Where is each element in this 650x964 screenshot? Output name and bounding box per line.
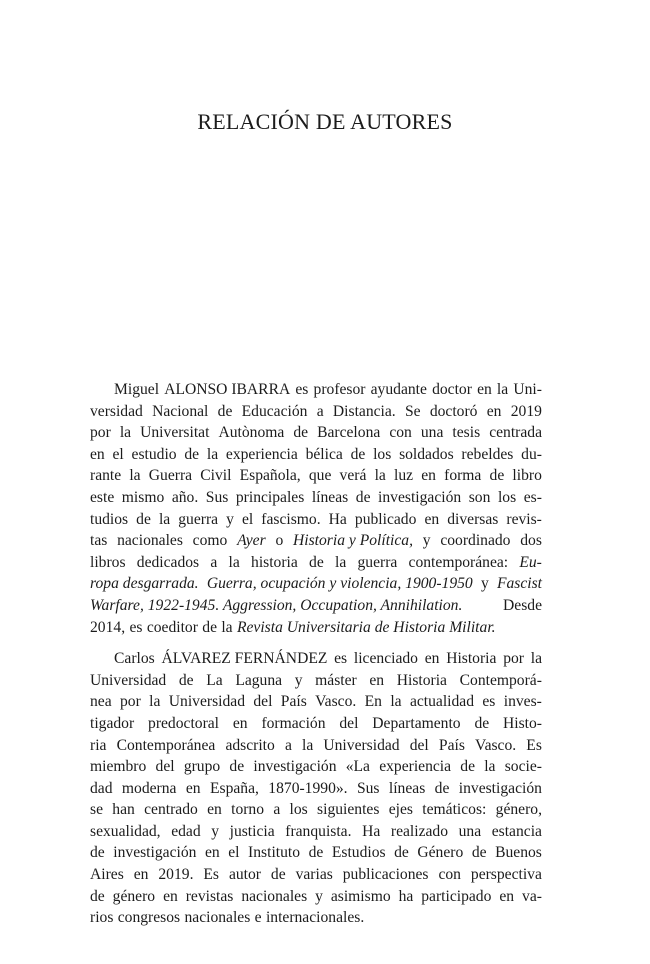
word: y bbox=[315, 887, 323, 905]
word: la bbox=[484, 758, 496, 776]
word: en bbox=[424, 510, 440, 528]
word: dad bbox=[90, 779, 113, 797]
word: congresos bbox=[117, 909, 181, 927]
word: miembro bbox=[90, 758, 147, 776]
word: este bbox=[90, 488, 115, 506]
word: Carlos bbox=[114, 650, 155, 668]
word: es bbox=[482, 693, 496, 711]
text-line bbox=[90, 735, 542, 757]
page-heading: RELACIÓN DE AUTORES bbox=[197, 109, 453, 134]
book-title: Eu- bbox=[519, 553, 542, 571]
word: temáticos: bbox=[422, 801, 487, 819]
word: de bbox=[355, 488, 371, 506]
word: Civil bbox=[200, 467, 232, 485]
text-line bbox=[90, 821, 542, 843]
word: Historia bbox=[446, 650, 497, 668]
book-title: Guerra, ocupación y violencia, 1900-1950 bbox=[206, 575, 473, 593]
word: varias bbox=[295, 866, 333, 884]
word: en bbox=[133, 866, 149, 884]
word: Ha bbox=[362, 822, 381, 840]
word: libro bbox=[512, 467, 542, 485]
text-line bbox=[90, 670, 542, 692]
word: profesor bbox=[313, 381, 366, 398]
word: formación bbox=[261, 714, 326, 732]
word: Sus bbox=[205, 488, 229, 506]
word: ayudante bbox=[370, 381, 427, 398]
word: predoctoral bbox=[148, 714, 220, 732]
word: los bbox=[289, 801, 308, 819]
word: género bbox=[112, 887, 156, 905]
word: estancia bbox=[491, 822, 542, 840]
word: año. bbox=[171, 488, 199, 506]
word: es- bbox=[523, 488, 542, 506]
word: a bbox=[210, 553, 218, 571]
text-line bbox=[90, 530, 542, 552]
text-line bbox=[90, 509, 542, 531]
word: la bbox=[228, 553, 240, 571]
word: la bbox=[530, 650, 542, 668]
word: Distancia. bbox=[332, 402, 396, 420]
word: por bbox=[503, 650, 524, 668]
word: experiencia bbox=[225, 445, 298, 463]
text-line bbox=[90, 648, 542, 670]
word: guerra bbox=[357, 553, 398, 571]
word: Aires bbox=[90, 866, 124, 884]
word: de bbox=[489, 467, 505, 485]
word: Contemporánea bbox=[116, 736, 216, 754]
text-line bbox=[90, 886, 542, 908]
word: Autònoma bbox=[218, 424, 285, 442]
word: forma bbox=[444, 467, 482, 485]
word: Laguna bbox=[235, 671, 283, 689]
word: líneas bbox=[311, 488, 349, 506]
word: autor bbox=[228, 866, 261, 884]
text-line bbox=[90, 756, 542, 778]
word: de bbox=[309, 553, 324, 571]
text-line bbox=[90, 487, 542, 509]
word: Es bbox=[526, 736, 542, 754]
word: investigación bbox=[113, 844, 197, 862]
word: coeditor bbox=[146, 618, 198, 636]
word: en bbox=[207, 801, 222, 819]
text-line bbox=[90, 842, 542, 864]
word: realizado bbox=[390, 822, 449, 840]
word: la bbox=[158, 510, 171, 528]
word: coordinado bbox=[440, 532, 511, 550]
word: la bbox=[119, 424, 132, 442]
word: por bbox=[90, 424, 111, 442]
word: a bbox=[273, 801, 281, 819]
journal-title: Ayer bbox=[237, 532, 266, 550]
word: La bbox=[206, 671, 223, 689]
word: mismo bbox=[121, 488, 165, 506]
word: principales bbox=[235, 488, 305, 506]
word: Desde bbox=[503, 596, 542, 614]
text-line bbox=[90, 379, 542, 401]
word: Ha bbox=[328, 510, 347, 528]
word: el bbox=[112, 445, 124, 463]
word: de bbox=[293, 424, 309, 442]
word: versidad bbox=[90, 402, 143, 420]
word: en bbox=[424, 650, 440, 668]
word: en bbox=[499, 887, 515, 905]
word: estudio bbox=[131, 445, 177, 463]
word: historia bbox=[251, 553, 298, 571]
word: de bbox=[474, 714, 490, 732]
word: Es bbox=[203, 866, 219, 884]
word: libros bbox=[90, 553, 126, 571]
word: líneas bbox=[388, 779, 426, 797]
author-entry-alvarez-fernandez bbox=[90, 648, 542, 929]
word: del bbox=[339, 714, 359, 732]
word: de bbox=[471, 844, 487, 862]
text-line bbox=[90, 778, 542, 800]
text-line bbox=[90, 691, 542, 713]
word: Vasco. bbox=[315, 693, 357, 711]
word: el bbox=[241, 510, 254, 528]
word: la bbox=[149, 693, 161, 711]
word: la bbox=[221, 618, 233, 636]
word: doctoró bbox=[429, 402, 478, 420]
author-name: ÁLVAREZ FERNÁNDEZ bbox=[161, 650, 328, 668]
word: centrado bbox=[144, 801, 198, 819]
word: es bbox=[129, 618, 143, 636]
word: la bbox=[496, 381, 509, 398]
word: de bbox=[184, 445, 200, 463]
word: a bbox=[316, 402, 324, 420]
word: el bbox=[228, 844, 240, 862]
word: que bbox=[308, 467, 332, 485]
word: siguientes bbox=[317, 801, 380, 819]
word: e bbox=[254, 909, 262, 927]
word: publicado bbox=[354, 510, 417, 528]
word: Barcelona bbox=[317, 424, 381, 442]
text-line bbox=[90, 552, 542, 574]
word: bélica bbox=[305, 445, 343, 463]
word: doctor bbox=[432, 381, 472, 398]
word: internacionales. bbox=[265, 909, 365, 927]
word: de bbox=[350, 445, 366, 463]
word: la bbox=[390, 693, 402, 711]
word: nacionales bbox=[241, 887, 308, 905]
word: y bbox=[480, 575, 489, 593]
word: en bbox=[163, 887, 178, 905]
word: de bbox=[308, 844, 324, 862]
word: En bbox=[364, 693, 382, 711]
word: es bbox=[295, 381, 309, 398]
word: revistas bbox=[185, 887, 234, 905]
text-line bbox=[90, 573, 542, 595]
word: de bbox=[90, 844, 105, 862]
word: una bbox=[458, 822, 482, 840]
word: Estudios bbox=[331, 844, 386, 862]
word: torno bbox=[231, 801, 265, 819]
word: 2019. bbox=[158, 866, 194, 884]
word: en bbox=[90, 445, 105, 463]
word: investigación bbox=[458, 779, 542, 797]
word: Universidad bbox=[168, 693, 245, 711]
word: «La bbox=[345, 758, 370, 776]
word: tas bbox=[90, 532, 108, 550]
word: de bbox=[270, 866, 286, 884]
word: Historia bbox=[396, 671, 447, 689]
word: los bbox=[497, 488, 517, 506]
word: máster bbox=[315, 671, 357, 689]
word: du- bbox=[521, 445, 542, 463]
page-body bbox=[90, 379, 542, 929]
word: sexualidad, bbox=[90, 822, 161, 840]
word: diversas bbox=[447, 510, 499, 528]
word: País bbox=[438, 736, 465, 754]
word: los bbox=[373, 445, 392, 463]
word: nacionales bbox=[184, 909, 251, 927]
word: va- bbox=[522, 887, 542, 905]
word: Sus bbox=[356, 779, 380, 797]
word: adscrito bbox=[225, 736, 275, 754]
word: por bbox=[120, 693, 141, 711]
book-title: Warfare, 1922-1945. Aggression, Occupation, Annihilation. bbox=[90, 596, 463, 614]
text-line bbox=[90, 422, 542, 444]
author-entry-alonso-ibarra bbox=[90, 379, 542, 638]
word: participado bbox=[421, 887, 492, 905]
journal-title: Historia y Política, bbox=[293, 532, 413, 550]
text-line bbox=[90, 465, 542, 487]
word: revis- bbox=[506, 510, 542, 528]
word: guerra bbox=[178, 510, 219, 528]
word: nacionales bbox=[117, 532, 183, 550]
word: 2019 bbox=[510, 402, 542, 420]
book-title: ropa desgarrada. bbox=[90, 575, 199, 593]
word: Instituto bbox=[248, 844, 301, 862]
word: dedicados bbox=[136, 553, 200, 571]
word: rebeldes bbox=[461, 445, 514, 463]
word: de bbox=[136, 510, 151, 528]
word: Universidad bbox=[323, 736, 400, 754]
author-name: ALONSO IBARRA bbox=[164, 381, 291, 398]
word: Española, bbox=[239, 467, 301, 485]
word: con bbox=[389, 424, 412, 442]
text-line bbox=[90, 444, 542, 466]
word: Buenos bbox=[495, 844, 542, 862]
word: dos bbox=[520, 532, 542, 550]
word: y bbox=[422, 532, 431, 550]
word: y bbox=[226, 510, 234, 528]
word: rante bbox=[90, 467, 122, 485]
word: han bbox=[112, 801, 135, 819]
text-line bbox=[90, 799, 542, 821]
word: tigador bbox=[90, 714, 135, 732]
word: franquista. bbox=[285, 822, 352, 840]
word: la bbox=[374, 467, 386, 485]
word: de bbox=[229, 758, 245, 776]
word: inves- bbox=[503, 693, 542, 711]
word: Miguel bbox=[114, 381, 160, 398]
word: tesis bbox=[452, 424, 481, 442]
word: grupo bbox=[183, 758, 221, 776]
word: de bbox=[394, 844, 409, 862]
word: como bbox=[192, 532, 228, 550]
word: es bbox=[334, 650, 348, 668]
word: Universitat bbox=[140, 424, 210, 442]
word: tudios bbox=[90, 510, 129, 528]
word: o bbox=[275, 532, 284, 550]
word: fascismo. bbox=[261, 510, 321, 528]
word: contemporánea: bbox=[408, 553, 509, 571]
word: de bbox=[217, 402, 233, 420]
word: en bbox=[232, 714, 248, 732]
word: Vasco. bbox=[475, 736, 517, 754]
word: en bbox=[369, 671, 385, 689]
word: con bbox=[438, 866, 461, 884]
word: de bbox=[90, 887, 105, 905]
word: nea bbox=[90, 693, 112, 711]
text-line bbox=[90, 864, 542, 886]
word: la bbox=[301, 736, 314, 754]
word: en bbox=[204, 844, 220, 862]
word: moderna bbox=[121, 779, 177, 797]
word: ria bbox=[90, 736, 107, 754]
word: publicaciones bbox=[342, 866, 429, 884]
word: ha bbox=[398, 887, 414, 905]
word: Histo- bbox=[503, 714, 542, 732]
word: Educación bbox=[241, 402, 308, 420]
word: de bbox=[434, 779, 450, 797]
word: justicia bbox=[229, 822, 275, 840]
word: la bbox=[334, 553, 347, 571]
text-line bbox=[90, 401, 542, 423]
word: Uni- bbox=[513, 381, 542, 398]
book-title: Fascist bbox=[496, 575, 542, 593]
word: investigación bbox=[378, 488, 462, 506]
word: rios bbox=[90, 909, 114, 927]
word: y bbox=[211, 822, 220, 840]
word: de bbox=[178, 671, 194, 689]
word: actualidad bbox=[409, 693, 475, 711]
text-line bbox=[90, 907, 542, 929]
word: Género bbox=[417, 844, 464, 862]
word: luz bbox=[394, 467, 414, 485]
word: soldados bbox=[399, 445, 454, 463]
journal-title: Revista Universitaria de Historia Militar. bbox=[236, 618, 496, 636]
word: Contemporá- bbox=[459, 671, 542, 689]
word: del bbox=[253, 693, 273, 711]
word: Universidad bbox=[90, 671, 167, 689]
word: 2014, bbox=[90, 618, 126, 636]
word: licenciado bbox=[353, 650, 418, 668]
word: son bbox=[468, 488, 491, 506]
word: en bbox=[421, 467, 436, 485]
word: y bbox=[294, 671, 303, 689]
text-line bbox=[90, 617, 542, 639]
word: experiencia bbox=[379, 758, 452, 776]
word: investigación bbox=[253, 758, 337, 776]
word: del bbox=[409, 736, 429, 754]
word: ejes bbox=[388, 801, 413, 819]
word: socie- bbox=[504, 758, 542, 776]
word: en bbox=[185, 779, 201, 797]
text-line bbox=[90, 713, 542, 735]
word: la bbox=[206, 445, 219, 463]
text-line bbox=[90, 595, 542, 617]
word: en bbox=[486, 402, 502, 420]
word: de bbox=[460, 758, 475, 776]
word: género, bbox=[495, 801, 542, 819]
word: País bbox=[280, 693, 307, 711]
word: se bbox=[90, 801, 103, 819]
word: 1870-1990». bbox=[268, 779, 348, 797]
word: Se bbox=[404, 402, 421, 420]
word: a bbox=[284, 736, 292, 754]
word: Nacional bbox=[152, 402, 209, 420]
word: en bbox=[477, 381, 492, 398]
word: del bbox=[155, 758, 175, 776]
word: verá bbox=[339, 467, 367, 485]
word: España, bbox=[209, 779, 259, 797]
word: edad bbox=[171, 822, 201, 840]
word: la bbox=[129, 467, 141, 485]
word: perspectiva bbox=[470, 866, 542, 884]
word: una bbox=[420, 424, 444, 442]
word: Guerra bbox=[148, 467, 193, 485]
word: centrada bbox=[489, 424, 542, 442]
word: de bbox=[202, 618, 217, 636]
word: Departamento bbox=[372, 714, 461, 732]
word: asimismo bbox=[330, 887, 391, 905]
